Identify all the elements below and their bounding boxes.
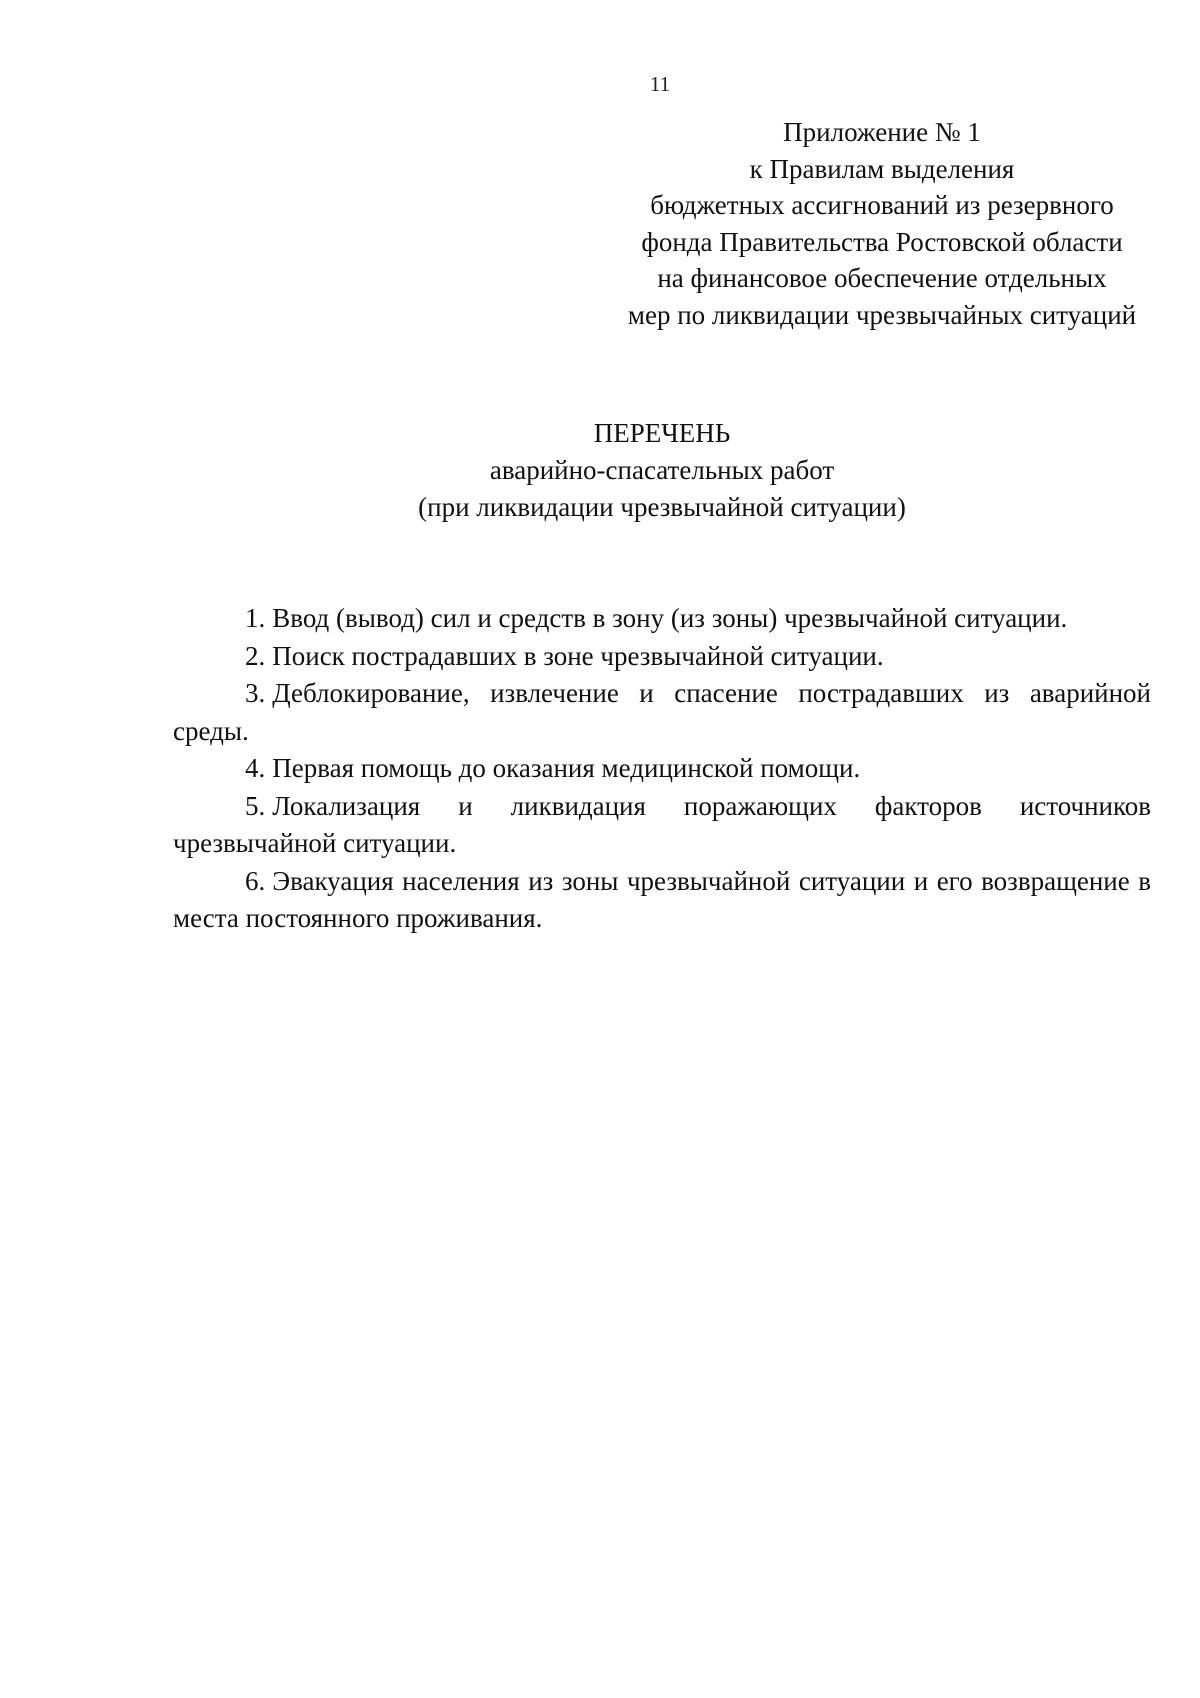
list-item (173, 675, 1151, 750)
appendix-line: бюджетных ассигнований из резервного (650, 190, 1114, 220)
list-item (173, 750, 1151, 788)
heading-note: (при ликвидации чрезвычайной ситуации) (418, 492, 906, 522)
item-text: Поиск пострадавших в зоне чрезвычайной ситуации. (272, 640, 884, 671)
item-text: Деблокирование, извлечение и спасение пострадавших из аварийной среды. (173, 678, 1151, 746)
item-text: Локализация и ликвидация поражающих факторов источников чрезвычайной ситуации. (173, 790, 1151, 858)
list-item (173, 638, 1151, 676)
item-number: 1. (245, 603, 266, 633)
page-number: 11 (649, 72, 671, 96)
item-number: 2. (245, 640, 266, 671)
appendix-line: на финансовое обеспечение отдельных (657, 263, 1107, 293)
item-text: Эвакуация населения из зоны чрезвычайной ситуации и его возвращение в места постоянного проживания. (173, 865, 1151, 933)
item-text: Первая помощь до оказания медицинской помощи. (272, 753, 861, 783)
document-heading (302, 415, 1022, 526)
item-text: Ввод (вывод) сил и средств в зону (из зоны) чрезвычайной ситуации. (272, 603, 1068, 633)
appendix-line: фонда Правительства Ростовской области (641, 226, 1123, 257)
heading-subtitle: аварийно-спасательных работ (489, 455, 835, 485)
appendix-line: к Правилам выделения (749, 153, 1015, 184)
items-list (173, 600, 1151, 938)
list-item (173, 600, 1151, 638)
appendix-block (612, 114, 1152, 333)
appendix-line: мер по ликвидации чрезвычайных ситуаций (627, 299, 1137, 330)
item-number: 4. (245, 753, 266, 783)
appendix-line: Приложение № 1 (783, 117, 981, 147)
item-number: 5. (245, 790, 266, 821)
item-number: 6. (245, 865, 266, 896)
heading-title: ПЕРЕЧЕНЬ (593, 418, 731, 448)
list-item (173, 788, 1151, 863)
list-item (173, 863, 1151, 938)
item-number: 3. (245, 678, 266, 708)
